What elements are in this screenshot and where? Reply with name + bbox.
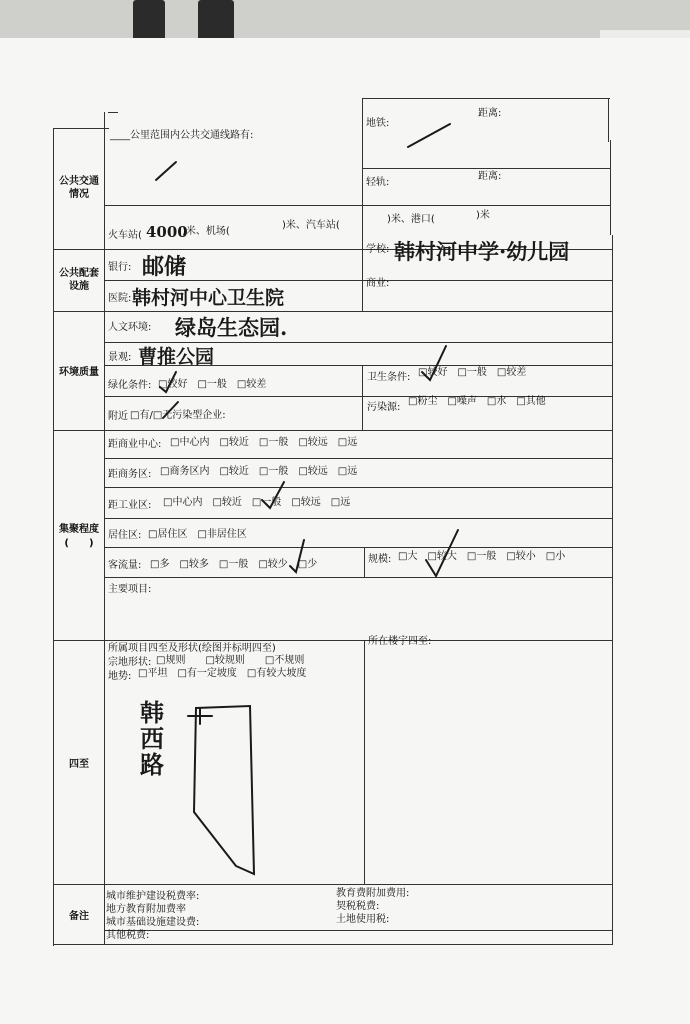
field-light-rail-distance: 距离: xyxy=(478,171,502,182)
options-business-center: □中心内 □较近 □一般 □较远 □远 xyxy=(170,437,358,448)
category-agglomeration: 集聚程度 xyxy=(59,524,99,535)
slash-mark-metro xyxy=(408,124,450,147)
category-transit: 公共交通情况 xyxy=(59,176,99,200)
checkmark-greening xyxy=(160,372,176,392)
parcel-sketch xyxy=(194,706,254,874)
field-light-rail: 轻轨: xyxy=(366,177,390,188)
field-meter-end: )米 xyxy=(476,210,490,221)
handwritten-train-distance: 4000 xyxy=(146,223,188,241)
handwritten-hospital: 韩村河中心卫生院 xyxy=(132,287,285,309)
category-agglomeration-paren: ( ) xyxy=(64,538,94,549)
field-infra-fee: 城市基础设施建设费: xyxy=(106,917,200,928)
field-bus-routes: ____公里范围内公共交通线路有: xyxy=(110,130,254,141)
checkmark-scale xyxy=(426,530,458,576)
field-terrain: 地势: xyxy=(108,671,132,682)
options-pollution: □粉尘 □噪声 □水 □其他 xyxy=(408,396,546,407)
category-remarks: 备注 xyxy=(69,911,89,922)
field-train-station: 火车站( xyxy=(108,230,142,241)
field-deed-tax: 契税税费: xyxy=(336,901,380,912)
handwritten-bank: 邮储 xyxy=(142,254,187,280)
field-urban-tax: 城市维护建设税费率: xyxy=(106,891,200,902)
field-airport: )米、机场( xyxy=(182,226,230,237)
field-bank: 银行: xyxy=(108,262,132,273)
options-greening: □较好 □一般 □较差 xyxy=(158,379,267,390)
handwritten-school: 韩村河中学·幼儿园 xyxy=(394,239,570,264)
category-facilities: 公共配套设施 xyxy=(59,268,99,292)
category-environment: 环境质量 xyxy=(59,367,99,378)
slash-mark-nearby xyxy=(163,402,178,418)
handwritten-landscape: 曹推公园 xyxy=(138,346,215,368)
field-bus-station: )米、汽车站( xyxy=(282,220,340,231)
field-traffic: 客流量: xyxy=(108,560,142,571)
field-land-tax: 土地使用税: xyxy=(336,914,390,925)
options-residential: □居住区 □非居住区 xyxy=(148,529,247,540)
field-cultural: 人文环境: xyxy=(108,322,152,333)
field-metro-distance: 距离: xyxy=(478,108,502,119)
field-business-district: 距商务区: xyxy=(108,469,152,480)
field-commerce: 商业: xyxy=(366,278,390,289)
checkmark-sanitation xyxy=(422,346,446,380)
field-other-tax: 其他税费: xyxy=(106,930,150,941)
options-parcel-shape: □规则 □较规则 □不规则 xyxy=(156,655,305,666)
field-metro: 地铁: xyxy=(366,118,390,129)
checkmark-industrial xyxy=(262,482,284,508)
options-business-district: □商务区内 □较近 □一般 □较远 □远 xyxy=(160,466,358,477)
handwritten-cultural: 绿岛生态园. xyxy=(175,315,288,340)
options-nearby: □有/□无污染型企业: xyxy=(130,410,226,421)
options-terrain: □平坦 □有一定坡度 □有较大坡度 xyxy=(138,668,307,679)
field-pollution: 污染源: xyxy=(367,402,401,413)
field-edu-fee: 教育费附加费用: xyxy=(336,888,410,899)
field-port: )米、港口( xyxy=(387,214,435,225)
field-parcel-shape: 宗地形状: xyxy=(108,657,152,668)
slash-mark-bus xyxy=(156,162,176,180)
field-hospital: 医院: xyxy=(108,293,132,304)
field-project-shape: 所属项目四至及形状(绘图并标明四至) xyxy=(108,643,276,654)
options-industrial-zone: □中心内 □较近 □一般 □较远 □远 xyxy=(163,497,351,508)
sketch-tick xyxy=(188,708,212,724)
field-scale: 规模: xyxy=(368,554,392,565)
field-industrial-zone: 距工业区: xyxy=(108,500,152,511)
field-main-projects: 主要项目: xyxy=(108,584,152,595)
field-landscape: 景观: xyxy=(108,352,132,363)
field-business-center: 距商业中心: xyxy=(108,439,162,450)
field-greening: 绿化条件: xyxy=(108,380,152,391)
category-boundaries: 四至 xyxy=(69,759,89,770)
field-sanitation: 卫生条件: xyxy=(367,372,411,383)
options-scale: □大 □较大 □一般 □较小 □小 xyxy=(398,551,566,562)
options-traffic: □多 □较多 □一般 □较少 □少 xyxy=(150,559,318,570)
field-school: 学校: xyxy=(366,244,390,255)
field-building-boundaries: 所在楼宇四至: xyxy=(368,636,432,647)
field-residential: 居住区: xyxy=(108,530,142,541)
handwritten-sketch-label: 韩西路 xyxy=(140,698,164,779)
field-nearby: 附近 xyxy=(108,411,128,422)
field-edu-surcharge: 地方教育附加费率 xyxy=(106,904,186,915)
checkmark-traffic xyxy=(290,540,304,572)
options-sanitation: □较好 □一般 □较差 xyxy=(418,367,527,378)
